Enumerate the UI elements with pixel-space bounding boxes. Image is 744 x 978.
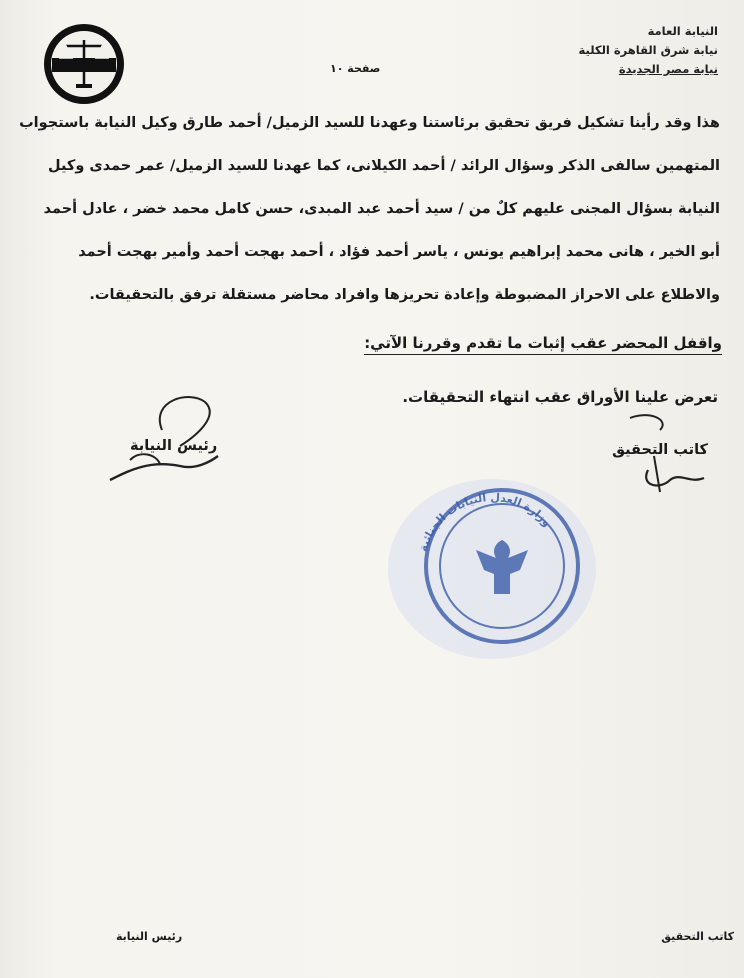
chief-prosecutor-signature [100, 390, 230, 490]
header-line-3: نيابة مصر الجديدة [618, 62, 718, 76]
header-line-2: نيابة شرق القاهرة الكلية [578, 43, 718, 57]
present-statement: تعرض علينا الأوراق عقب انتهاء التحقيقات. [402, 388, 718, 406]
body-line: هذا وقد رأينا تشكيل فريق تحقيق برئاستنا وعهدنا للسيد الزميل/ أحمد طارق وكيل النيابة باستجواب [19, 115, 720, 131]
header-block [558, 22, 718, 79]
body-line: النيابة بسؤال المجنى عليهم كلٌ من / سيد أحمد عبد المبدى، حسن كامل محمد خضر ، عادل أحمد [43, 201, 720, 217]
closing-statement: واقفل المحضر عقب إثبات ما تقدم وقررنا الآتي: [364, 334, 722, 355]
footer-clerk: كاتب التحقيق [661, 930, 734, 943]
chief-prosecutor-signature-label: رئيس النيابة [130, 438, 218, 454]
scales-of-justice-emblem [42, 22, 126, 106]
clerk-signature-label: كاتب التحقيق [612, 442, 708, 458]
body-text [19, 102, 720, 317]
official-stamp [384, 474, 600, 664]
body-line: والاطلاع على الاحراز المضبوطة وإعادة تحريزها وافراد محاضر مستقلة ترفق بالتحقيقات. [89, 287, 720, 303]
body-line: المتهمين سالفى الذكر وسؤال الرائد / أحمد الكيلانى، كما عهدنا للسيد الزميل/ عمر حمدى وكيل [48, 158, 720, 174]
page-number: صفحة ١٠ [330, 62, 381, 75]
footer-chief-prosecutor: رئيس النيابة [116, 930, 183, 943]
body-line: أبو الخير ، هانى محمد إبراهيم يونس ، ياسر أحمد فؤاد ، أحمد بهجت أحمد وأمير بهجت أحمد [78, 244, 720, 260]
stamp-text: وزارة العدل النيابات الجنائية [416, 490, 554, 554]
header-line-1: النيابة العامة [647, 24, 718, 38]
clerk-signature [620, 400, 730, 500]
